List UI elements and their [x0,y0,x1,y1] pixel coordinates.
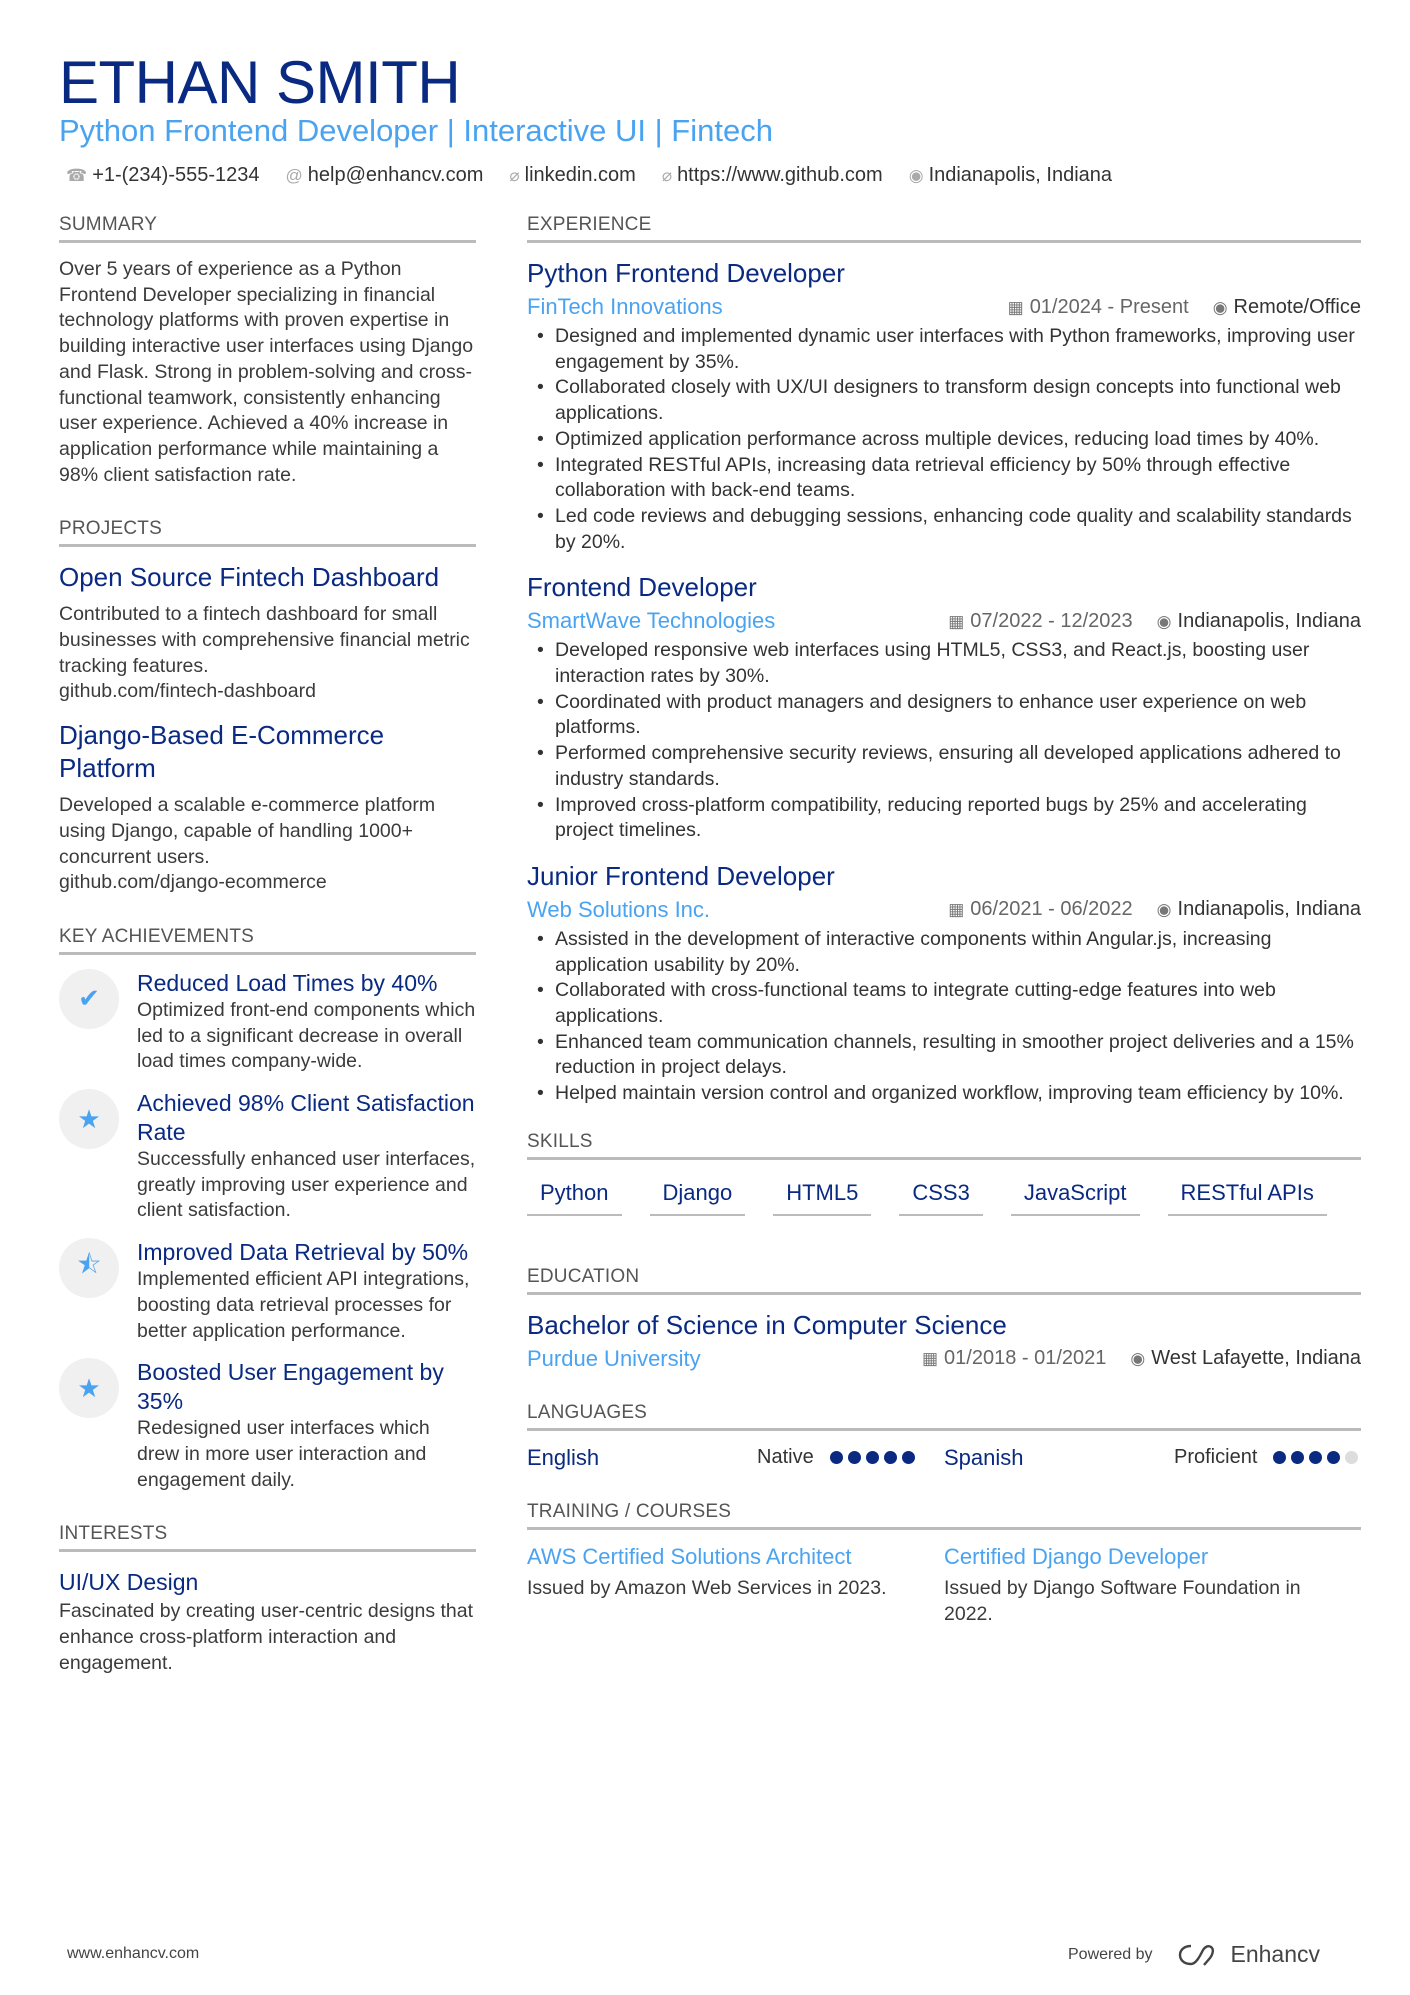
contact-text: help@enhancv.com [307,164,484,186]
contact-text: Indianapolis, Indiana [928,164,1113,186]
section-heading: TRAINING / COURSES [527,1501,1361,1530]
course-title: Certified Django Developer [944,1543,1209,1569]
project-desc [59,793,476,896]
language-item [944,1445,1361,1471]
bullet-item: • Collaborated with cross-functional teams to integrate cutting-edge features into web applications. [527,978,1361,1029]
interest-desc: Fascinated by creating user-centric designs that enhance cross-platform interaction and engagement. [59,1600,474,1674]
summary-text: Over 5 years of experience as a Python Frontend Developer specializing in financial technology platforms with proven expertise in building interactive user interfaces using Django and Flask. Strong in problem-solving and cross-functional teamwork, consistently enhancing user experience. Achieved a 40% increase in application performance while maintaining a 98% client satisfaction rate. [59,258,474,486]
section-heading: LANGUAGES [527,1402,1361,1431]
rating-dot [1309,1451,1322,1464]
bullet-item: • Integrated RESTful APIs, increasing data retrieval efficiency by 50% through effective collaboration with back-end teams. [527,453,1361,504]
achievement-desc: Implemented efficient API integrations, boosting data retrieval processes for better application performance. [137,1268,470,1342]
section-heading: SKILLS [527,1131,1361,1160]
summary-section [59,214,476,488]
star-icon: ★ [59,1358,119,1418]
check-icon: ✔ [59,969,119,1029]
skill-tag: JavaScript [1011,1180,1140,1216]
company-name: Purdue University [527,1345,701,1371]
achievement-title: Reduced Load Times by 40% [137,969,438,996]
rating-dot [1345,1451,1358,1464]
bullet-item: • Assisted in the development of interactive components within Angular.js, increasing application usability by 20%. [527,927,1361,978]
contact-text: +1-(234)-555-1234 [92,164,260,186]
contact-text: linkedin.com [524,164,636,186]
achievements-section [59,926,476,1493]
location-text: West Lafayette, Indiana [1151,1347,1361,1370]
calendar-icon: ▦ [948,611,965,631]
project-desc-text: Contributed to a fintech dashboard for small businesses with comprehensive financial metric tracking features. [59,603,470,677]
bullet-item: • Collaborated closely with UX/UI designers to transform design concepts into functional web applications. [527,375,1361,426]
project-link[interactable]: github.com/fintech-dashboard [59,680,316,703]
achievement-title: Achieved 98% Client Satisfaction Rate [137,1090,475,1146]
bullet-item: • Performed comprehensive security reviews, ensuring all developed applications adhered to industry standards. [527,741,1361,792]
location-icon: ◉ [908,166,924,185]
link-icon: ⌀ [661,166,673,185]
project-title: Open Source Fintech Dashboard [59,562,440,593]
link-icon: ⌀ [509,166,520,185]
job-title: Junior Frontend Developer [527,860,835,891]
location-text: Indianapolis, Indiana [1177,898,1361,921]
education-section [527,1266,1361,1372]
achievement-desc: Optimized front-end components which led to a significant decrease in overall load times company-wide. [137,998,476,1073]
contact-item[interactable] [286,164,484,187]
star-icon: ★ [59,1089,119,1149]
education-entry [527,1309,1361,1372]
languages-section [527,1402,1361,1471]
enhancv-brand: Enhancv [1230,1941,1321,1967]
language-name: English [527,1444,600,1470]
language-rating [830,1451,915,1464]
interest-item [59,1566,476,1676]
date-range [948,610,1132,633]
footer-website[interactable]: www.enhancv.com [67,1945,200,1962]
section-heading: EDUCATION [527,1266,1361,1295]
projects-section [59,518,476,896]
achievement-desc: Successfully enhanced user interfaces, greatly improving user experience and client satisfaction. [137,1148,476,1222]
project-item [59,561,476,705]
bullet-item: • Designed and implemented dynamic user interfaces with Python frameworks, improving user engagement by 35%. [527,324,1361,375]
contact-item[interactable] [509,164,635,187]
dates-text: 07/2022 - 12/2023 [970,609,1133,632]
course-desc: Issued by Amazon Web Services in 2023. [527,1576,887,1599]
job-entry [527,571,1361,844]
course-desc: Issued by Django Software Foundation in 2022. [944,1576,1301,1625]
job-bullets [527,324,1361,555]
job-entry [527,257,1361,555]
skills-section [527,1131,1361,1216]
project-item [59,719,476,896]
skill-tag: CSS3 [899,1180,982,1216]
rating-dot [866,1451,879,1464]
date-range [1008,296,1189,319]
rating-dot [848,1451,861,1464]
language-item [527,1445,944,1471]
course-item [527,1544,944,1627]
half-star-icon: ⯪ [59,1238,119,1298]
skill-tag: RESTful APIs [1168,1180,1327,1216]
dates-text: 01/2024 - Present [1029,295,1189,318]
right-column [527,214,1361,1657]
location [1157,898,1361,921]
language-rating [1273,1451,1358,1464]
skill-tag: Django [650,1180,746,1216]
company-name: SmartWave Technologies [527,608,776,634]
bullet-item: • Optimized application performance across multiple devices, reducing load times by 40%. [527,427,1361,453]
calendar-icon: ▦ [921,1349,939,1369]
company-name: FinTech Innovations [527,294,723,319]
section-heading: PROJECTS [59,518,476,547]
achievement-desc: Redesigned user interfaces which drew in more user interaction and engagement daily. [137,1417,430,1491]
job-bullets [527,927,1361,1107]
bullet-item: • Enhanced team communication channels, resulting in smoother project deliveries and a 15% reduction in project delays. [527,1030,1361,1081]
location-icon: ◉ [1156,900,1172,920]
experience-section [527,214,1361,1107]
interests-section [59,1523,476,1676]
bullet-item: • Helped maintain version control and organized workflow, improving team efficiency by 10%. [527,1081,1361,1107]
project-link[interactable]: github.com/django-ecommerce [59,871,327,894]
project-title: Django-Based E-Commerce Platform [59,720,385,784]
languages-row [527,1445,1361,1471]
achievement-item [59,1238,476,1344]
candidate-name: ETHAN SMITH [59,49,461,116]
left-column [59,214,476,1707]
rating-dot [884,1451,897,1464]
calendar-icon: ▦ [1007,297,1024,317]
bullet-item: • Led code reviews and debugging sessions, enhancing code quality and scalability standards by 20%. [527,504,1361,555]
date-range [922,1347,1106,1370]
contact-item[interactable] [662,164,883,187]
language-level: Proficient [1174,1446,1258,1469]
location-icon: ◉ [1156,611,1172,631]
dates-text: 01/2018 - 01/2021 [944,1347,1107,1370]
achievement-item [59,1089,476,1224]
job-title: Frontend Developer [527,572,757,603]
language-name: Spanish [944,1444,1024,1470]
project-desc [59,602,476,705]
rating-dot [1273,1451,1286,1464]
rating-dot [830,1451,843,1464]
skill-tag: Python [527,1180,622,1216]
achievement-item [59,969,476,1075]
powered-by-label: Powered by [1068,1945,1153,1963]
bullet-item: • Coordinated with product managers and designers to enhance user experience on web platforms. [527,690,1361,741]
interest-title: UI/UX Design [59,1569,199,1596]
section-heading: SUMMARY [59,214,476,243]
rating-dot [1291,1451,1304,1464]
candidate-title: Python Frontend Developer | Interactive UI | Fintech [59,113,773,148]
company-name: Web Solutions Inc. [527,896,711,922]
achievement-title: Improved Data Retrieval by 50% [137,1239,469,1266]
location [1157,610,1361,633]
rating-dot [1327,1451,1340,1464]
location [1213,296,1361,319]
at-icon: @ [285,166,303,185]
phone-icon: ☎ [66,166,88,185]
rating-dot [902,1451,915,1464]
course-item [944,1544,1361,1627]
date-range [948,898,1132,921]
section-heading: EXPERIENCE [527,214,1361,243]
calendar-icon: ▦ [948,900,965,920]
course-title: AWS Certified Solutions Architect [527,1543,852,1569]
footer-branding [1068,1941,1320,1968]
job-bullets [527,638,1361,844]
language-level: Native [757,1446,814,1469]
contact-item[interactable] [66,164,260,187]
job-entry [527,860,1361,1107]
section-heading: KEY ACHIEVEMENTS [59,926,476,955]
enhancv-logo-icon [1177,1942,1223,1968]
location-text: Indianapolis, Indiana [1177,609,1361,632]
bullet-item: • Developed responsive web interfaces using HTML5, CSS3, and React.js, boosting user interaction rates by 30%. [527,638,1361,689]
location-icon: ◉ [1212,297,1228,317]
training-section [527,1501,1361,1627]
section-heading: INTERESTS [59,1523,476,1552]
contact-item[interactable] [909,164,1112,187]
location [1130,1347,1361,1370]
contact-bar [66,164,1112,187]
achievement-item [59,1358,476,1493]
achievement-title: Boosted User Engagement by 35% [137,1359,444,1415]
skill-tag: HTML5 [773,1180,871,1216]
dates-text: 06/2021 - 06/2022 [970,898,1133,921]
location-text: Remote/Office [1233,295,1361,318]
project-desc-text: Developed a scalable e-commerce platform using Django, capable of handling 1000+ concurrent users. [59,794,436,868]
degree-title: Bachelor of Science in Computer Science [527,1309,1007,1340]
job-title: Python Frontend Developer [527,258,845,288]
contact-text: https://www.github.com [677,164,883,186]
location-icon: ◉ [1130,1349,1146,1369]
bullet-item: • Improved cross-platform compatibility, reducing reported bugs by 25% and accelerating project timelines. [527,793,1361,844]
